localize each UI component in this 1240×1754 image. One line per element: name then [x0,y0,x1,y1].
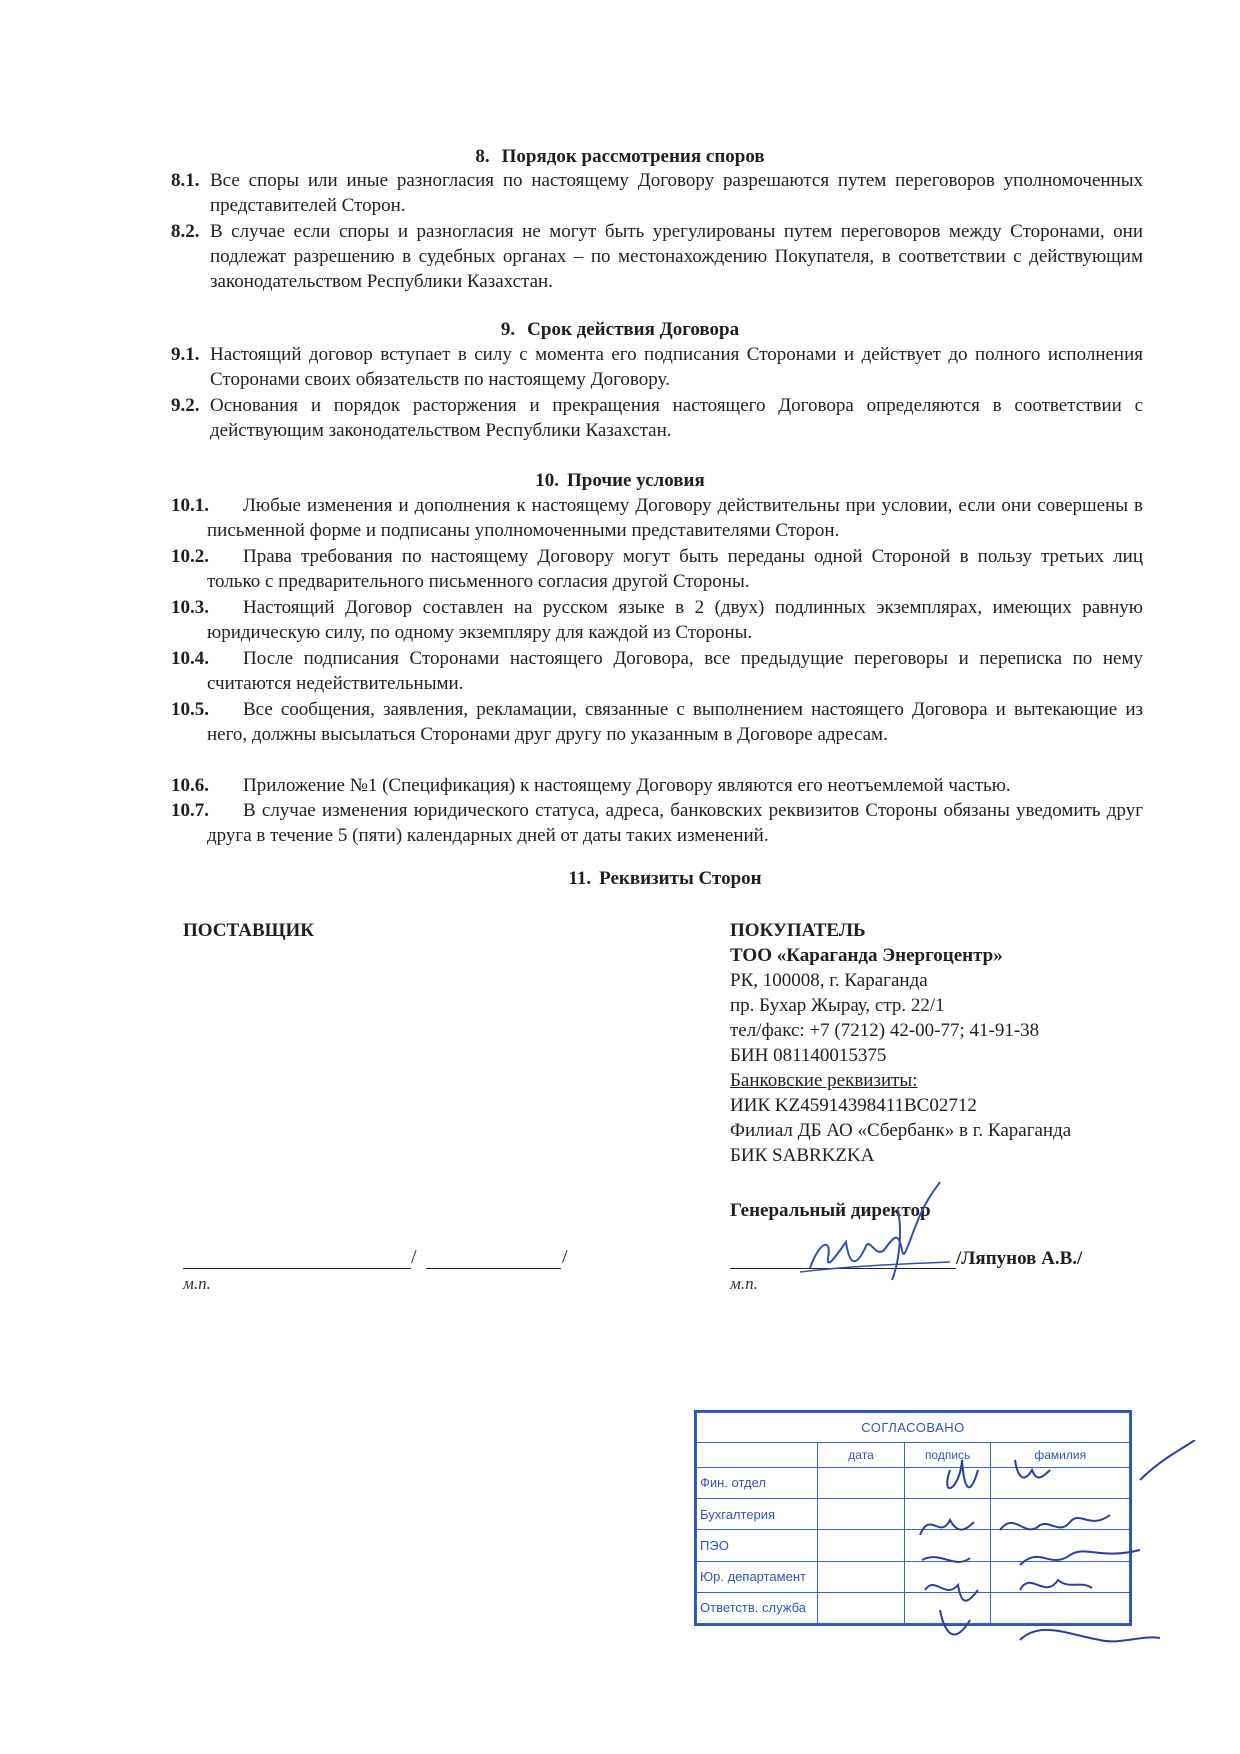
buyer-seal-place: м.п. [730,1274,758,1293]
clause-text: Любые изменения и дополнения к настоящему Договору действительны при условии, если они совершены в письменной форме и подписаны уполномоченными представителями Сторон. [207,495,1143,541]
clause-text: В случае изменения юридического статуса, адреса, банковских реквизитов Стороны обязаны уведомить друг друга в течение 5 (пяти) календарных дней от даты таких изменений. [207,800,1143,846]
stamp-row-label: Фин. отдел [697,1467,818,1498]
director-signature [780,1180,960,1290]
supplier-seal-place: м.п. [183,1274,211,1293]
clause-number: 10.1. [171,495,209,516]
clause-number: 10.4. [171,648,209,669]
buyer-heading: ПОКУПАТЕЛЬ [730,920,866,941]
buyer-block [730,918,1071,1168]
clause-text: Настоящий Договор составлен на русском языке в 2 (двух) подлинных экземплярах, имеющих равную юридическую силу, по одному экземпляру для каждой из Стороны. [207,597,1143,643]
section-8-title: 8. Порядок рассмотрения споров [475,146,765,167]
clause-10-7 [171,798,1143,848]
supplier-signature-line [183,1268,411,1269]
clause-10-1 [171,493,1143,543]
clause-10-2 [171,544,1143,594]
stamp-col-signature: подпись [904,1442,991,1467]
clause-8-2 [171,219,1143,294]
supplier-name-line [426,1268,561,1269]
buyer-address-line-2: пр. Бухар Жырау, стр. 22/1 [730,995,945,1016]
clause-9-2 [171,393,1143,443]
clause-text: Приложение №1 (Спецификация) к настоящему Договору являются его неотъемлемой частью. [243,775,1011,796]
stamp-row-label: Бухгалтерия [697,1499,818,1530]
clause-number: 10.6. [171,775,209,796]
clause-text: В случае если споры и разногласия не могут быть урегулированы путем переговоров между Сторонами, они подлежат разрешению в судебных органах – по местонахождению Покупателя, в соответствии с действующим законодательством Республики Казахстан. [210,221,1143,292]
clause-number: 10.3. [171,597,209,618]
buyer-address-line-1: РК, 100008, г. Караганда [730,970,928,991]
buyer-signature-line [730,1268,956,1269]
buyer-position: Генеральный директор [730,1200,931,1221]
section-11-title: 11. Реквизиты Сторон [568,868,762,889]
clause-number: 10.5. [171,699,209,720]
clause-text: Настоящий договор вступает в силу с момента его подписания Сторонами и действует до полного исполнения Сторонами своих обязательств по настоящему Договору. [210,344,1143,390]
approval-stamp [694,1410,1132,1626]
clause-9-1 [171,342,1143,392]
buyer-signatory: /Ляпунов А.В./ [956,1248,1083,1269]
buyer-bank-heading: Банковские реквизиты: [730,1070,918,1091]
supplier-heading: ПОСТАВЩИК [183,920,315,941]
stamp-title: СОГЛАСОВАНО [697,1413,1130,1443]
buyer-company: ТОО «Караганда Энергоцентр» [730,945,1003,966]
buyer-bin: БИН 081140015375 [730,1045,887,1066]
clause-number: 10.2. [171,546,209,567]
stamp-col-surname: фамилия [991,1442,1130,1467]
approval-table [696,1412,1130,1624]
section-10-title: 10. Прочие условия [535,470,705,491]
slash: / [411,1246,417,1268]
clause-number: 8.2. [171,221,200,242]
slash: / [562,1246,568,1268]
buyer-iik: ИИК KZ45914398411BC02712 [730,1095,977,1116]
stamp-col-date: дата [818,1442,905,1467]
clause-text: Все сообщения, заявления, рекламации, связанные с выполнением настоящего Договора и вытекающие из него, должны высылаться Сторонами друг другу по указанным в Договоре адресам. [207,699,1143,745]
buyer-bank: Филиал ДБ АО «Сбербанк» в г. Караганда [730,1120,1072,1141]
buyer-bik: БИК SABRKZKA [730,1145,875,1166]
stamp-row-label: ПЭО [697,1530,818,1561]
clause-10-3 [171,595,1143,645]
clause-text: Права требования по настоящему Договору могут быть переданы одной Стороной в пользу третьих лиц только с предварительного письменного согласия другой Стороны. [207,546,1143,592]
buyer-phone: тел/факс: +7 (7212) 42-00-77; 41-91-38 [730,1020,1040,1041]
stamp-row-label: Ответств. служба [697,1592,818,1623]
section-9-title: 9. Срок действия Договора [500,319,740,340]
clause-10-6 [171,773,1143,798]
clause-number: 10.7. [171,800,209,821]
clause-8-1 [171,168,1143,218]
clause-10-5 [171,697,1143,747]
clause-number: 9.2. [171,395,200,416]
clause-text: Основания и порядок расторжения и прекращения настоящего Договора определяются в соответствии с действующим законодательством Республики Казахстан. [210,395,1143,441]
clause-text: Все споры или иные разногласия по настоящему Договору разрешаются путем переговоров уполномоченных представителей Сторон. [210,170,1143,216]
clause-10-4 [171,646,1143,696]
stamp-row-label: Юр. департамент [697,1561,818,1592]
clause-number: 8.1. [171,170,200,191]
supplier-block [183,918,314,943]
clause-number: 9.1. [171,344,200,365]
clause-text: После подписания Сторонами настоящего Договора, все предыдущие переговоры и переписка по нему считаются недействительными. [207,648,1143,694]
